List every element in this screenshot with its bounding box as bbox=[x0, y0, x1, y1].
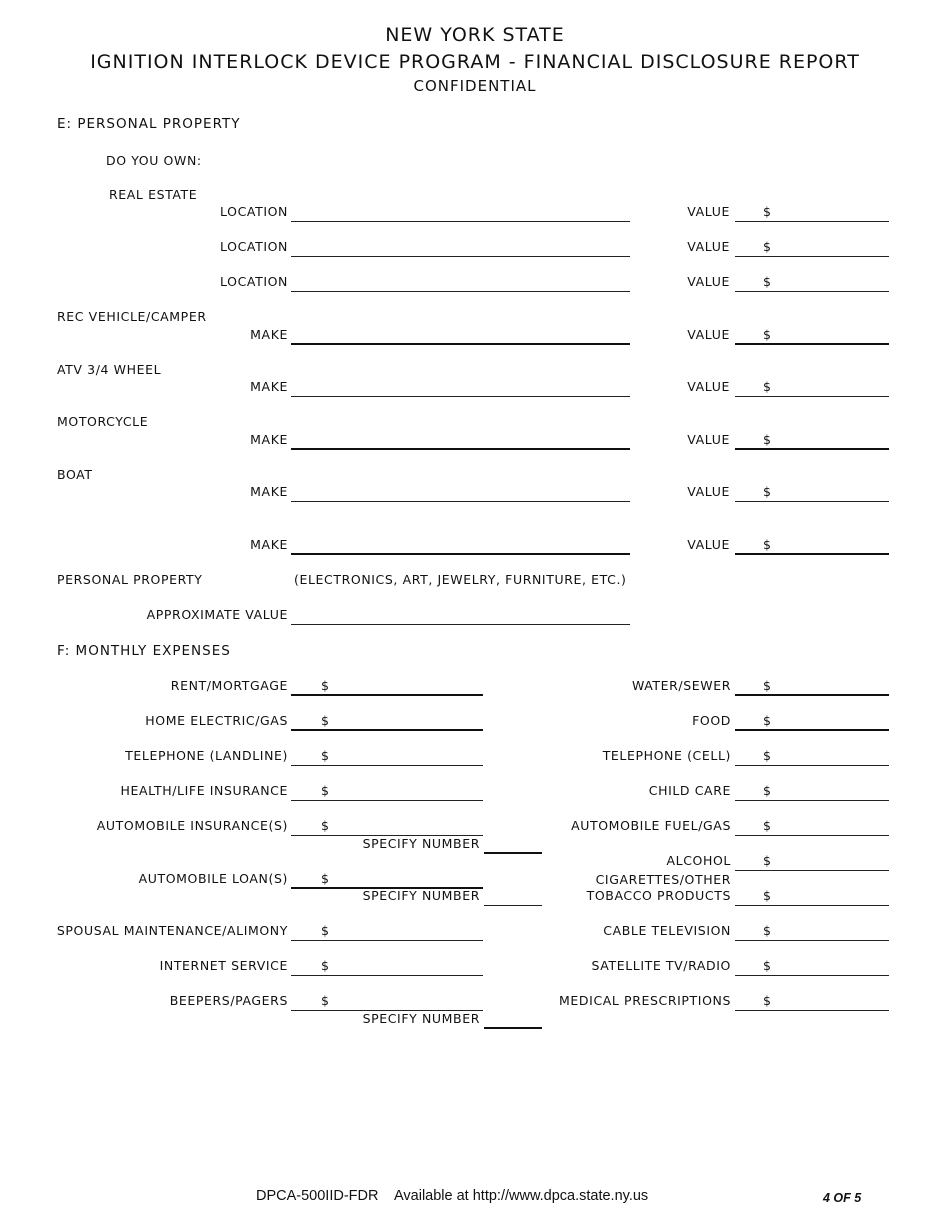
boat-label: BOAT bbox=[57, 467, 93, 482]
dollar-sign: $ bbox=[321, 871, 330, 886]
approximate-value-field[interactable] bbox=[291, 624, 630, 625]
dollar-sign: $ bbox=[763, 923, 772, 938]
dollar-sign: $ bbox=[763, 239, 772, 254]
automobile-fuel-gas-label: AUTOMOBILE FUEL/GAS bbox=[571, 818, 731, 833]
alcohol-field[interactable] bbox=[735, 870, 889, 871]
food-field[interactable] bbox=[735, 729, 889, 731]
dollar-sign: $ bbox=[763, 748, 772, 763]
form-id: DPCA-500IID-FDR bbox=[256, 1188, 379, 1204]
dollar-sign: $ bbox=[763, 537, 772, 552]
medical-prescriptions-field[interactable] bbox=[735, 1010, 889, 1011]
water-sewer-field[interactable] bbox=[735, 694, 889, 696]
dollar-sign: $ bbox=[763, 274, 772, 289]
specify-number-label: SPECIFY NUMBER bbox=[362, 1011, 480, 1026]
form-state-title: NEW YORK STATE bbox=[385, 24, 565, 46]
home-electric-gas-label: HOME ELECTRIC/GAS bbox=[145, 713, 288, 728]
value-label: VALUE bbox=[687, 432, 730, 447]
approximate-value-label: APPROXIMATE VALUE bbox=[146, 607, 288, 622]
motorcycle-make-field[interactable] bbox=[291, 448, 630, 450]
form-program-title: IGNITION INTERLOCK DEVICE PROGRAM - FINANCIAL DISCLOSURE REPORT bbox=[90, 51, 860, 73]
dollar-sign: $ bbox=[763, 888, 772, 903]
child-care-field[interactable] bbox=[735, 800, 889, 801]
confidential-label: CONFIDENTIAL bbox=[413, 77, 537, 95]
real-estate-label: REAL ESTATE bbox=[109, 187, 198, 202]
location-label: LOCATION bbox=[220, 204, 288, 219]
section-e-title: E: PERSONAL PROPERTY bbox=[57, 116, 241, 132]
automobile-loan-number-field[interactable] bbox=[484, 905, 542, 906]
page-number: 4 OF 5 bbox=[823, 1191, 862, 1205]
specify-number-label: SPECIFY NUMBER bbox=[362, 836, 480, 851]
real-estate-value-1-field[interactable] bbox=[735, 221, 889, 222]
dollar-sign: $ bbox=[763, 853, 772, 868]
automobile-insurance-label: AUTOMOBILE INSURANCE(S) bbox=[96, 818, 288, 833]
telephone-cell-field[interactable] bbox=[735, 765, 889, 766]
internet-service-field[interactable] bbox=[291, 975, 483, 976]
rec-vehicle-value-field[interactable] bbox=[735, 343, 889, 345]
value-label: VALUE bbox=[687, 274, 730, 289]
dollar-sign: $ bbox=[763, 327, 772, 342]
satellite-tv-radio-label: SATELLITE TV/RADIO bbox=[591, 958, 731, 973]
value-label: VALUE bbox=[687, 379, 730, 394]
value-label: VALUE bbox=[687, 327, 730, 342]
value-label: VALUE bbox=[687, 239, 730, 254]
telephone-landline-field[interactable] bbox=[291, 765, 483, 766]
real-estate-location-2-field[interactable] bbox=[291, 256, 630, 257]
beepers-pagers-label: BEEPERS/PAGERS bbox=[169, 993, 288, 1008]
atv-label: ATV 3/4 WHEEL bbox=[57, 362, 162, 377]
telephone-landline-label: TELEPHONE (LANDLINE) bbox=[125, 748, 288, 763]
dollar-sign: $ bbox=[763, 713, 772, 728]
spousal-maintenance-label: SPOUSAL MAINTENANCE/ALIMONY bbox=[56, 923, 288, 938]
cable-television-field[interactable] bbox=[735, 940, 889, 941]
rec-vehicle-label: REC VEHICLE/CAMPER bbox=[57, 309, 207, 324]
medical-prescriptions-label: MEDICAL PRESCRIPTIONS bbox=[559, 993, 731, 1008]
dollar-sign: $ bbox=[763, 678, 772, 693]
atv-value-field[interactable] bbox=[735, 396, 889, 397]
dollar-sign: $ bbox=[763, 484, 772, 499]
boat-make-2-field[interactable] bbox=[291, 553, 630, 555]
dollar-sign: $ bbox=[763, 818, 772, 833]
rent-mortgage-label: RENT/MORTGAGE bbox=[170, 678, 288, 693]
automobile-loan-label: AUTOMOBILE LOAN(S) bbox=[138, 871, 288, 886]
health-life-insurance-field[interactable] bbox=[291, 800, 483, 801]
beepers-pagers-number-field[interactable] bbox=[484, 1027, 542, 1029]
motorcycle-label: MOTORCYCLE bbox=[57, 414, 149, 429]
dollar-sign: $ bbox=[763, 958, 772, 973]
automobile-fuel-gas-field[interactable] bbox=[735, 835, 889, 836]
personal-property-examples: (ELECTRONICS, ART, JEWELRY, FURNITURE, ETC.) bbox=[294, 572, 627, 587]
alcohol-label: ALCOHOL bbox=[666, 853, 731, 868]
make-label: MAKE bbox=[250, 432, 288, 447]
dollar-sign: $ bbox=[321, 783, 330, 798]
spousal-maintenance-field[interactable] bbox=[291, 940, 483, 941]
telephone-cell-label: TELEPHONE (CELL) bbox=[602, 748, 731, 763]
personal-property-label: PERSONAL PROPERTY bbox=[57, 572, 203, 587]
real-estate-value-3-field[interactable] bbox=[735, 291, 889, 292]
dollar-sign: $ bbox=[763, 379, 772, 394]
boat-make-1-field[interactable] bbox=[291, 501, 630, 502]
food-label: FOOD bbox=[692, 713, 731, 728]
child-care-label: CHILD CARE bbox=[648, 783, 731, 798]
health-life-insurance-label: HEALTH/LIFE INSURANCE bbox=[120, 783, 288, 798]
dollar-sign: $ bbox=[321, 923, 330, 938]
real-estate-location-1-field[interactable] bbox=[291, 221, 630, 222]
atv-make-field[interactable] bbox=[291, 396, 630, 397]
real-estate-location-3-field[interactable] bbox=[291, 291, 630, 292]
cable-television-label: CABLE TELEVISION bbox=[603, 923, 731, 938]
make-label: MAKE bbox=[250, 379, 288, 394]
make-label: MAKE bbox=[250, 327, 288, 342]
dollar-sign: $ bbox=[321, 958, 330, 973]
value-label: VALUE bbox=[687, 484, 730, 499]
dollar-sign: $ bbox=[321, 713, 330, 728]
tobacco-products-field[interactable] bbox=[735, 905, 889, 906]
value-label: VALUE bbox=[687, 537, 730, 552]
section-f-title: F: MONTHLY EXPENSES bbox=[57, 643, 231, 659]
value-label: VALUE bbox=[687, 204, 730, 219]
dollar-sign: $ bbox=[321, 748, 330, 763]
availability-url: Available at http://www.dpca.state.ny.us bbox=[394, 1188, 649, 1204]
tobacco-products-label: TOBACCO PRODUCTS bbox=[586, 888, 731, 903]
dollar-sign: $ bbox=[763, 783, 772, 798]
dollar-sign: $ bbox=[321, 993, 330, 1008]
boat-value-1-field[interactable] bbox=[735, 501, 889, 502]
dollar-sign: $ bbox=[321, 678, 330, 693]
satellite-tv-radio-field[interactable] bbox=[735, 975, 889, 976]
boat-value-2-field[interactable] bbox=[735, 553, 889, 555]
dollar-sign: $ bbox=[763, 993, 772, 1008]
rec-vehicle-make-field[interactable] bbox=[291, 343, 630, 345]
location-label: LOCATION bbox=[220, 239, 288, 254]
make-label: MAKE bbox=[250, 537, 288, 552]
motorcycle-value-field[interactable] bbox=[735, 448, 889, 450]
dollar-sign: $ bbox=[763, 432, 772, 447]
real-estate-value-2-field[interactable] bbox=[735, 256, 889, 257]
home-electric-gas-field[interactable] bbox=[291, 729, 483, 731]
rent-mortgage-field[interactable] bbox=[291, 694, 483, 696]
cigarettes-other-label: CIGARETTES/OTHER bbox=[595, 872, 731, 887]
water-sewer-label: WATER/SEWER bbox=[631, 678, 731, 693]
dollar-sign: $ bbox=[763, 204, 772, 219]
internet-service-label: INTERNET SERVICE bbox=[159, 958, 288, 973]
make-label: MAKE bbox=[250, 484, 288, 499]
dollar-sign: $ bbox=[321, 818, 330, 833]
location-label: LOCATION bbox=[220, 274, 288, 289]
do-you-own-label: DO YOU OWN: bbox=[106, 153, 202, 168]
specify-number-label: SPECIFY NUMBER bbox=[362, 888, 480, 903]
